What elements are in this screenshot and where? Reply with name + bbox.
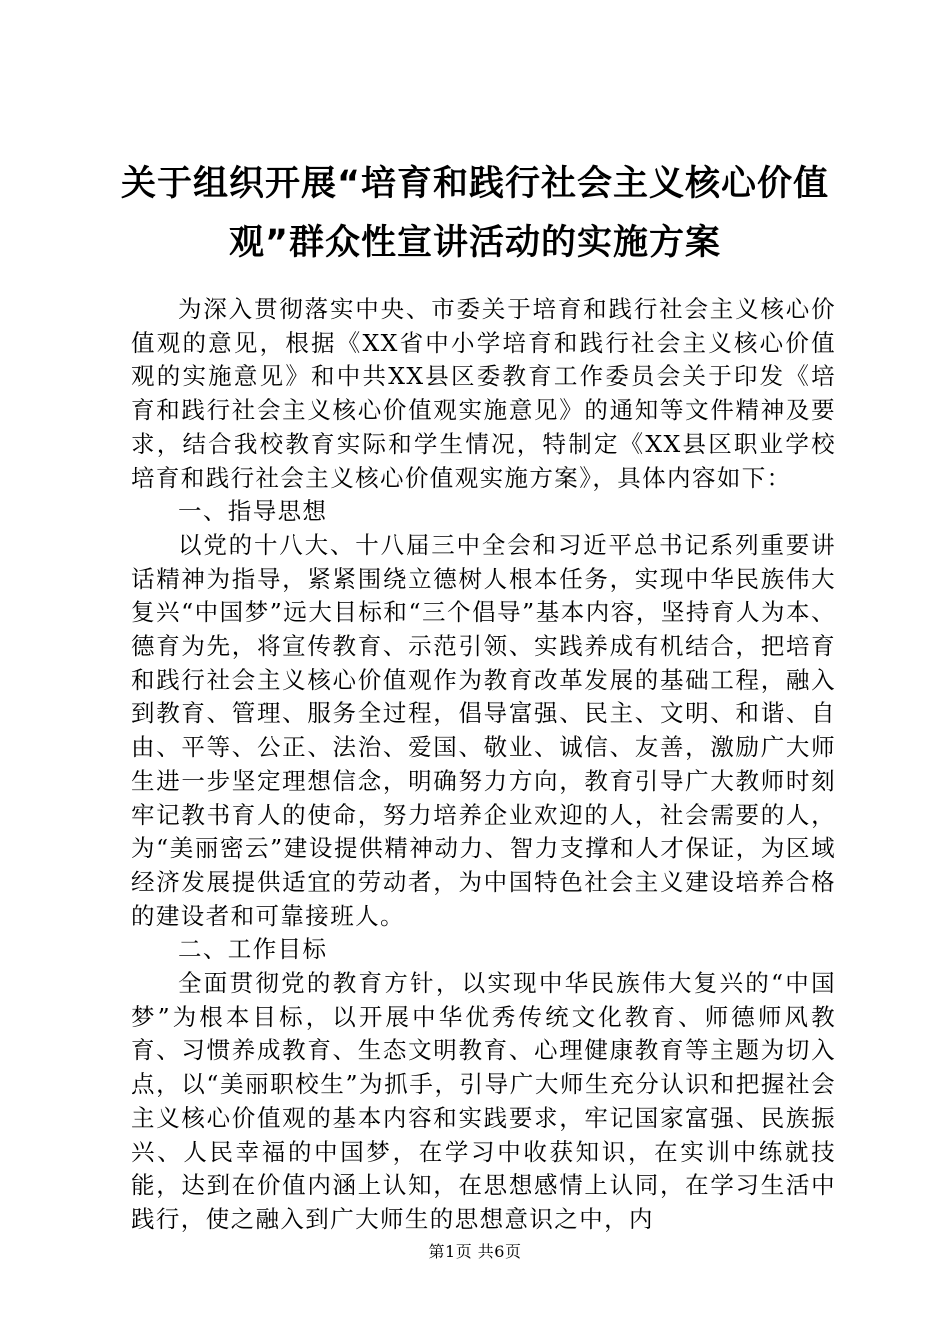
intro-paragraph: 为深入贯彻落实中央、市委关于培育和践行社会主义核心价值观的意见，根据《XX省中小学培育和践行社会主义核心价值观的实施意见》和中共XX县区委教育工作委员会关于印发《培育和践行社会主义核心价值观实施意见》的通知等文件精神及要求，结合我校教育实际和学生情况，特制定《XX县区职业学校培育和践行社会主义核心价值观实施方案》，具体内容如下： — [131, 295, 836, 492]
section-body-work-goals: 全面贯彻党的教育方针，以实现中华民族伟大复兴的“中国梦”为根本目标，以开展中华优秀传统文化教育、师德师风教育、习惯养成教育、生态文明教育、心理健康教育等主题为切入点，以“美丽职校生”为抓手，引导广大师生充分认识和把握社会主义核心价值观的基本内容和实践要求，牢记国家富强、民族振兴、人民幸福的中国梦，在学习中收获知识，在实训中练就技能，达到在价值内涵上认知，在思想感情上认同，在学习生活中践行，使之融入到广大师生的思想意识之中，内 — [131, 969, 836, 1233]
page-number-footer: 第1页 共6页 — [428, 1242, 522, 1261]
section-body-guiding-ideology: 以党的十八大、十八届三中全会和习近平总书记系列重要讲话精神为指导，紧紧围绕立德树人根本任务，实现中华民族伟大复兴“中国梦”远大目标和“三个倡导”基本内容，坚持育人为本、德育为先，将宣传教育、示范引领、实践养成有机结合，把培育和践行社会主义核心价值观作为教育改革发展的基础工程，融入到教育、管理、服务全过程，倡导富强、民主、文明、和谐、自由、平等、公正、法治、爱国、敬业、诚信、友善，激励广大师生进一步坚定理想信念，明确努力方向，教育引导广大教师时刻牢记教书育人的使命，努力培养企业欢迎的人，社会需要的人，为“美丽密云”建设提供精神动力、智力支撑和人才保证，为区域经济发展提供适宜的劳动者，为中国特色社会主义建设培养合格的建设者和可靠接班人。 — [131, 530, 836, 930]
document-title-line1: 关于组织开展“培育和践行社会主义核心价值 — [120, 164, 829, 204]
section-heading-work-goals: 二、工作目标 — [178, 935, 328, 964]
section-heading-guiding-ideology: 一、指导思想 — [178, 497, 328, 526]
document-title-line2: 观”群众性宣讲活动的实施方案 — [228, 223, 721, 263]
document-body — [131, 293, 836, 1237]
